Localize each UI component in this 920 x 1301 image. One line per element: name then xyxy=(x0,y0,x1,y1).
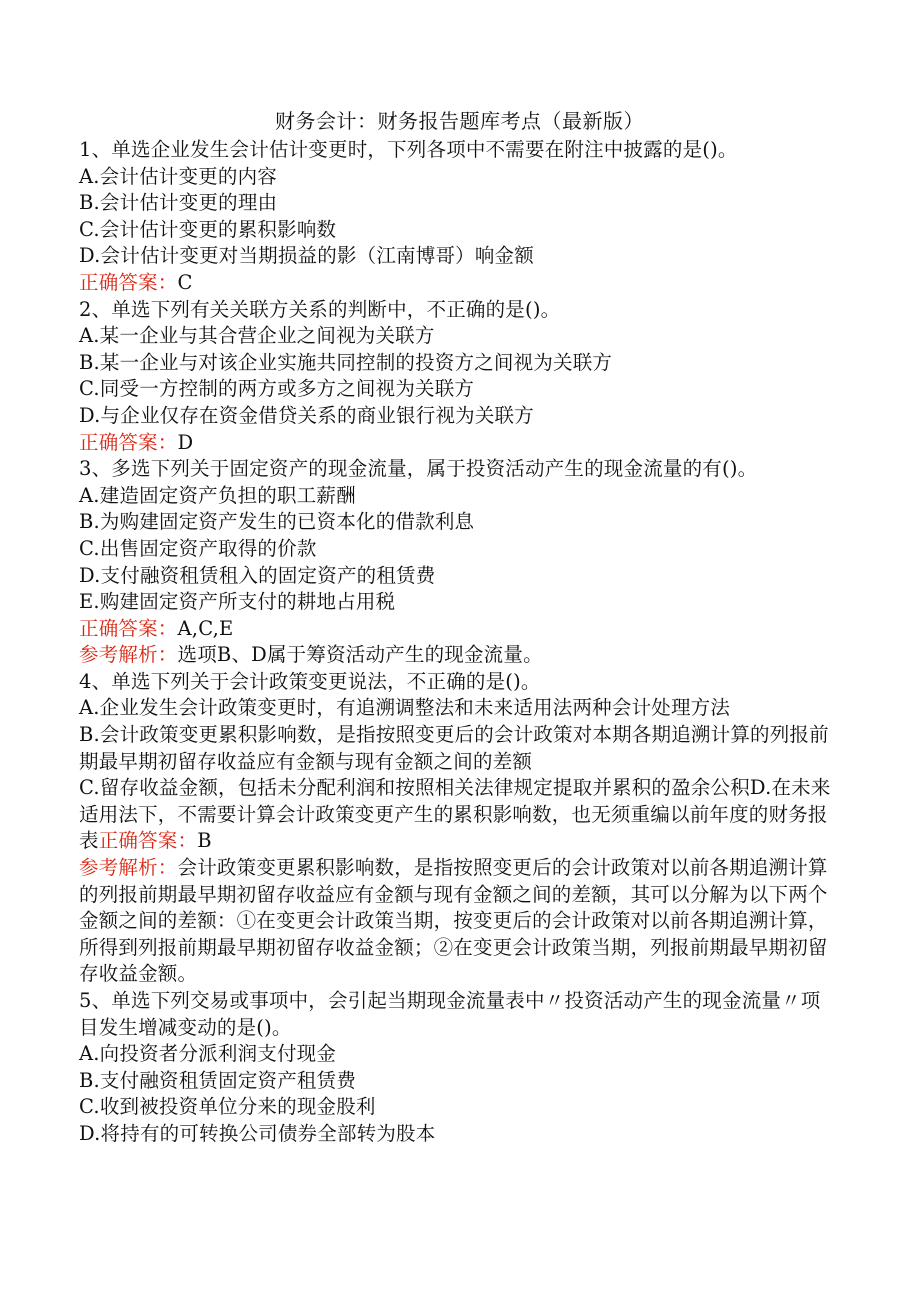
option-b: B.为购建固定资产发生的已资本化的借款利息 xyxy=(79,510,475,534)
question-stem: 3、多选下列关于固定资产的现金流量，属于投资活动产生的现金流量的有()。 xyxy=(79,457,758,481)
answer-value: A,C,E xyxy=(177,616,234,640)
option-c: C.出售固定资产取得的价款 xyxy=(79,536,317,560)
option-c: C.同受一方控制的两方或多方之间视为关联方 xyxy=(79,377,475,401)
answer-value: B xyxy=(197,829,212,853)
option-a: A.企业发生会计政策变更时，有追溯调整法和未来适用法两种会计处理方法 xyxy=(79,696,731,720)
option-a: A.建造固定资产负担的职工薪酬 xyxy=(79,483,356,507)
question-stem: 5、单选下列交易或事项中，会引起当期现金流量表中〃投资活动产生的现金流量〃项目发生增减变动的是()。 xyxy=(79,989,821,1039)
option-d: D.与企业仅存在资金借贷关系的商业银行视为关联方 xyxy=(79,403,534,427)
option-d: D.将持有的可转换公司债券全部转为股本 xyxy=(79,1121,436,1145)
answer-label: 正确答案： xyxy=(98,829,198,853)
analysis-line xyxy=(79,855,840,988)
option-b: B.某一企业与对该企业实施共同控制的投资方之间视为关联方 xyxy=(79,350,613,374)
answer-label: 正确答案： xyxy=(79,430,178,454)
question-stem: 2、单选下列有关关联方关系的判断中，不正确的是()。 xyxy=(79,297,561,321)
option-c-d xyxy=(79,775,840,855)
question-1 xyxy=(79,137,840,297)
option-e: E.购建固定资产所支付的耕地占用税 xyxy=(79,590,396,614)
question-4 xyxy=(79,669,840,988)
option-b: B.会计估计变更的理由 xyxy=(79,191,278,215)
answer-line xyxy=(79,430,840,457)
option-a: A.某一企业与其合营企业之间视为关联方 xyxy=(79,324,435,348)
option-b: B.支付融资租赁固定资产租赁费 xyxy=(79,1068,357,1092)
option-b: B.会计政策变更累积影响数，是指按照变更后的会计政策对本期各期追溯计算的列报前期最早期初留存收益应有金额与现有金额之间的差额 xyxy=(79,723,829,773)
document-title: 财务会计：财务报告题库考点（最新版） xyxy=(275,109,644,133)
analysis-label: 参考解析： xyxy=(79,856,178,880)
answer-value: C xyxy=(177,270,193,294)
question-2 xyxy=(79,297,840,457)
question-3 xyxy=(79,456,840,669)
question-stem: 4、单选下列关于会计政策变更说法，不正确的是()。 xyxy=(79,669,541,693)
analysis-line xyxy=(79,642,840,669)
answer-label: 正确答案： xyxy=(79,616,178,640)
option-a: A.向投资者分派利润支付现金 xyxy=(79,1042,337,1066)
option-d: D.会计估计变更对当期损益的影（江南博哥）响金额 xyxy=(79,244,534,268)
option-c: C.会计估计变更的累积影响数 xyxy=(79,217,337,241)
answer-value: D xyxy=(177,430,194,454)
answer-line xyxy=(79,616,840,643)
answer-line xyxy=(79,270,840,297)
option-a: A.会计估计变更的内容 xyxy=(79,164,277,188)
option-c-d-text: C.留存收益金额，包括未分配利润和按照相关法律规定提取并累积的盈余公积D.在未来适用法下，不需要计算会计政策变更产生的累积影响数，也无须重编以前年度的财务报表 xyxy=(79,776,831,853)
question-5 xyxy=(79,988,840,1148)
option-d: D.支付融资租赁租入的固定资产的租赁费 xyxy=(79,563,436,587)
analysis-label: 参考解析： xyxy=(79,643,178,667)
option-c: C.收到被投资单位分来的现金股利 xyxy=(79,1095,376,1119)
analysis-text: 会计政策变更累积影响数，是指按照变更后的会计政策对以前各期追溯计算的列报前期最早期初留存收益应有金额与现有金额之间的差额，其可以分解为以下两个金额之间的差额：①在变更会计政策当期，按变更后的会计政策对以前各期追溯计算，所得到列报前期最早期初留存收益金额；②在变更会计政策当期，列报前期最早期初留存收益金额。 xyxy=(79,856,828,986)
analysis-text: 选项B、D属于筹资活动产生的现金流量。 xyxy=(177,643,543,667)
answer-label: 正确答案： xyxy=(79,270,178,294)
question-stem: 1、单选企业发生会计估计变更时，下列各项中不需要在附注中披露的是()。 xyxy=(79,138,738,161)
